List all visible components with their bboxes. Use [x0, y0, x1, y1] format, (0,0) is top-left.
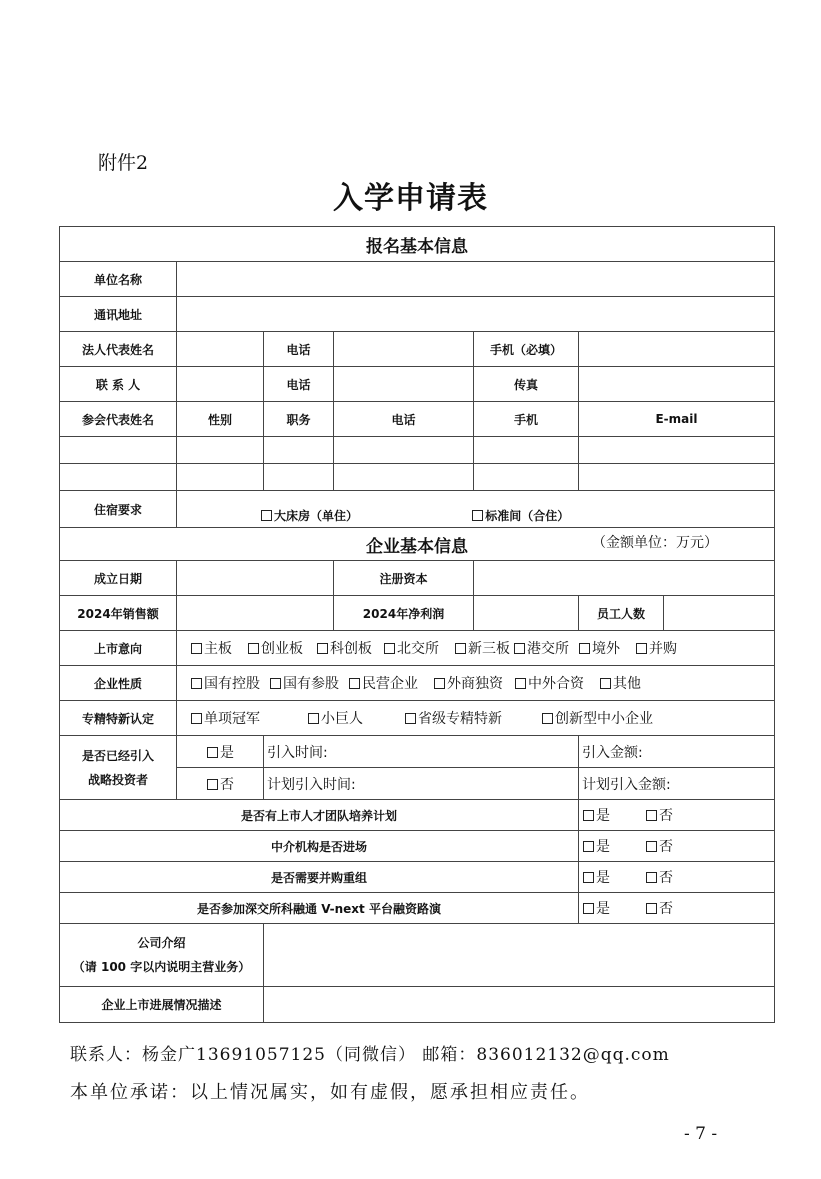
input-fax[interactable]: [579, 367, 775, 402]
option-main-board: 主板: [204, 641, 232, 657]
question-ma: 是否需要并购重组: [60, 862, 579, 893]
label-phone: 电话: [264, 332, 334, 367]
option-ma-yes: 是: [596, 870, 610, 886]
label-listing-progress: 企业上市进展情况描述: [60, 987, 264, 1023]
label-founded: 成立日期: [60, 561, 177, 596]
checkbox-ma-no[interactable]: [646, 872, 657, 883]
option-intermediary-no: 否: [659, 839, 673, 855]
investor-no-cell: [177, 768, 264, 800]
attendee-cell[interactable]: [474, 437, 579, 464]
checkbox-double-room[interactable]: [261, 510, 272, 521]
option-chinext: 创业板: [261, 641, 303, 657]
checkbox-private[interactable]: [349, 678, 360, 689]
option-roadshow-yes: 是: [596, 901, 610, 917]
input-listing-progress[interactable]: [264, 987, 775, 1023]
label-strategic-investor: [60, 736, 177, 800]
checkbox-roadshow-yes[interactable]: [583, 903, 594, 914]
option-provincial: 省级专精特新: [418, 711, 502, 727]
input-legal-phone[interactable]: [334, 332, 474, 367]
answer-talent-plan: [579, 800, 775, 831]
input-net-profit[interactable]: [474, 596, 579, 631]
attendee-cell[interactable]: [474, 464, 579, 491]
contact-info: 联系人：杨金广13691057125（同微信） 邮箱：836012132@qq.com: [70, 1045, 670, 1065]
checkbox-intermediary-no[interactable]: [646, 841, 657, 852]
checkbox-talent-yes[interactable]: [583, 810, 594, 821]
checkbox-state-controlled[interactable]: [191, 678, 202, 689]
application-form: [59, 226, 775, 1023]
checkbox-state-shared[interactable]: [270, 678, 281, 689]
option-overseas: 境外: [592, 641, 620, 657]
option-star: 科创板: [330, 641, 372, 657]
attendee-cell[interactable]: [264, 464, 334, 491]
label-attendee: 参会代表姓名: [60, 402, 177, 437]
attendee-cell[interactable]: [60, 437, 177, 464]
label-intro-time: 引入时间:: [267, 744, 328, 761]
input-contact-phone[interactable]: [334, 367, 474, 402]
checkbox-investor-no[interactable]: [207, 779, 218, 790]
nature-options: [177, 666, 775, 701]
label-net-profit: 2024年净利润: [334, 596, 474, 631]
checkbox-champion[interactable]: [191, 713, 202, 724]
option-neeq: 新三板: [468, 641, 510, 657]
label-listing: 上市意向: [60, 631, 177, 666]
checkbox-other[interactable]: [600, 678, 611, 689]
label-sales: 2024年销售额: [60, 596, 177, 631]
input-contact[interactable]: [177, 367, 264, 402]
attachment-label: 附件2: [98, 152, 149, 174]
commitment-statement: 本单位承诺：以上情况属实，如有虚假，愿承担相应责任。: [70, 1082, 590, 1103]
listing-options: [177, 631, 775, 666]
amount-unit-note: （金额单位：万元）: [592, 534, 718, 551]
label-specialized: 专精特新认定: [60, 701, 177, 736]
label-intro-amount: 引入金额:: [582, 744, 643, 761]
checkbox-intermediary-yes[interactable]: [583, 841, 594, 852]
page-number: - 7 -: [684, 1124, 718, 1144]
input-reg-capital[interactable]: [474, 561, 775, 596]
checkbox-innovative[interactable]: [542, 713, 553, 724]
checkbox-overseas[interactable]: [579, 643, 590, 654]
input-founded[interactable]: [177, 561, 334, 596]
checkbox-hkex[interactable]: [514, 643, 525, 654]
attendee-cell[interactable]: [334, 437, 474, 464]
checkbox-main-board[interactable]: [191, 643, 202, 654]
option-ma: 并购: [649, 641, 677, 657]
label-legal-rep: 法人代表姓名: [60, 332, 177, 367]
intro-time-cell[interactable]: [264, 736, 579, 768]
checkbox-investor-yes[interactable]: [207, 747, 218, 758]
option-double-room: 大床房（单住）: [274, 509, 359, 523]
plan-time-cell[interactable]: [264, 768, 579, 800]
attendee-cell[interactable]: [334, 464, 474, 491]
checkbox-joint[interactable]: [515, 678, 526, 689]
option-hkex: 港交所: [527, 641, 569, 657]
option-state-controlled: 国有控股: [204, 676, 260, 692]
checkbox-ma-yes[interactable]: [583, 872, 594, 883]
section-registration: 报名基本信息: [60, 227, 775, 262]
checkbox-foreign[interactable]: [434, 678, 445, 689]
option-talent-yes: 是: [596, 808, 610, 824]
intro-amount-cell[interactable]: [579, 736, 775, 768]
checkbox-ma[interactable]: [636, 643, 647, 654]
option-other: 其他: [613, 676, 641, 692]
specialized-options: [177, 701, 775, 736]
option-standard-room: 标准间（合住）: [485, 509, 570, 523]
checkbox-star[interactable]: [317, 643, 328, 654]
option-intermediary-yes: 是: [596, 839, 610, 855]
section-enterprise-title: 企业基本信息: [366, 536, 468, 557]
checkbox-chinext[interactable]: [248, 643, 259, 654]
attendee-cell[interactable]: [264, 437, 334, 464]
label-plan-amount: 计划引入金额:: [582, 776, 671, 793]
label-nature: 企业性质: [60, 666, 177, 701]
option-little-giant: 小巨人: [321, 711, 363, 727]
plan-amount-cell[interactable]: [579, 768, 775, 800]
checkbox-neeq[interactable]: [455, 643, 466, 654]
label-lodging: 住宿要求: [60, 491, 177, 528]
input-address[interactable]: [177, 297, 775, 332]
label-gender: 性别: [177, 402, 264, 437]
option-investor-no: 否: [220, 776, 234, 793]
answer-roadshow: [579, 893, 775, 924]
option-innovative: 创新型中小企业: [555, 711, 653, 727]
attendee-cell[interactable]: [177, 437, 264, 464]
option-investor-yes: 是: [220, 744, 234, 761]
option-talent-no: 否: [659, 808, 673, 824]
attendee-cell[interactable]: [579, 437, 775, 464]
label-contact-phone: 电话: [264, 367, 334, 402]
label-company-name: 单位名称: [60, 262, 177, 297]
label-company-intro-line2: （请 100 字以内说明主营业务）: [72, 960, 251, 974]
label-email: E-mail: [579, 402, 775, 437]
option-bse: 北交所: [397, 641, 439, 657]
input-company-intro[interactable]: [264, 924, 775, 987]
option-champion: 单项冠军: [204, 711, 260, 727]
question-talent-plan: 是否有上市人才团队培养计划: [60, 800, 579, 831]
checkbox-roadshow-no[interactable]: [646, 903, 657, 914]
investor-yes-cell: [177, 736, 264, 768]
checkbox-talent-no[interactable]: [646, 810, 657, 821]
input-legal-rep[interactable]: [177, 332, 264, 367]
section-enterprise: [60, 528, 775, 561]
label-fax: 传真: [474, 367, 579, 402]
checkbox-provincial[interactable]: [405, 713, 416, 724]
label-attendee-phone: 电话: [334, 402, 474, 437]
label-company-intro: [60, 924, 264, 987]
option-ma-no: 否: [659, 870, 673, 886]
attendee-cell[interactable]: [60, 464, 177, 491]
input-legal-mobile[interactable]: [579, 332, 775, 367]
attendee-cell[interactable]: [177, 464, 264, 491]
label-position: 职务: [264, 402, 334, 437]
label-address: 通讯地址: [60, 297, 177, 332]
lodging-options: [177, 491, 775, 528]
label-investor-line2: 战略投资者: [87, 772, 148, 787]
label-mobile: 手机: [474, 402, 579, 437]
input-sales[interactable]: [177, 596, 334, 631]
answer-ma: [579, 862, 775, 893]
option-joint: 中外合资: [528, 676, 584, 692]
input-employees[interactable]: [664, 596, 775, 631]
page-title: 入学申请表: [333, 181, 488, 216]
label-plan-time: 计划引入时间:: [267, 776, 356, 793]
answer-intermediary: [579, 831, 775, 862]
attendee-cell[interactable]: [579, 464, 775, 491]
label-investor-line1: 是否已经引入: [81, 748, 154, 763]
option-roadshow-no: 否: [659, 901, 673, 917]
label-employees: 员工人数: [579, 596, 664, 631]
label-contact: 联 系 人: [60, 367, 177, 402]
option-private: 民营企业: [362, 676, 418, 692]
checkbox-little-giant[interactable]: [308, 713, 319, 724]
question-intermediary: 中介机构是否进场: [60, 831, 579, 862]
question-roadshow: 是否参加深交所科融通 V-next 平台融资路演: [60, 893, 579, 924]
checkbox-standard-room[interactable]: [472, 510, 483, 521]
option-foreign: 外商独资: [447, 676, 503, 692]
option-state-shared: 国有参股: [283, 676, 339, 692]
label-company-intro-line1: 公司介绍: [137, 936, 186, 950]
label-reg-capital: 注册资本: [334, 561, 474, 596]
checkbox-bse[interactable]: [384, 643, 395, 654]
label-mobile-required: 手机（必填）: [474, 332, 579, 367]
input-company-name[interactable]: [177, 262, 775, 297]
